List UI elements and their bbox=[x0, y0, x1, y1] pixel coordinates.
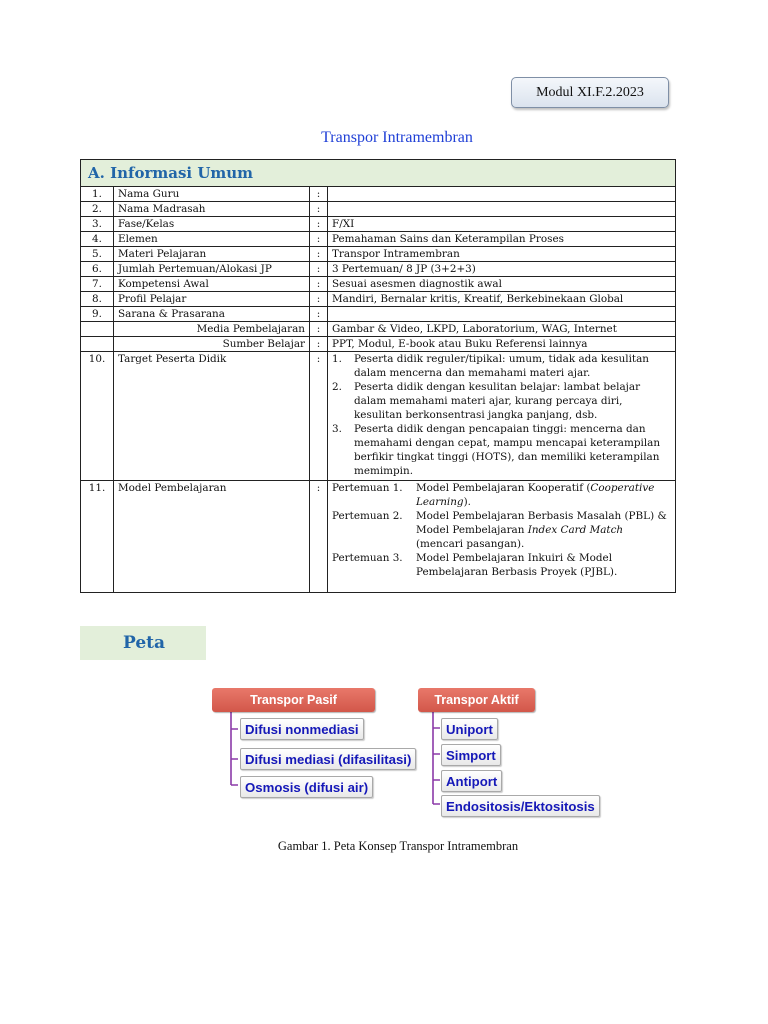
row-colon: : bbox=[310, 217, 328, 232]
row-label: Sarana & Prasarana bbox=[114, 307, 310, 322]
table-row bbox=[81, 307, 676, 322]
row-value: Transpor Intramembran bbox=[328, 247, 676, 262]
list-item: 1. Peserta didik reguler/tipikal: umum, tidak ada kesulitan dalam mencerna dan memahami materi ajar. bbox=[332, 353, 649, 379]
pasif-item: Difusi mediasi (difasilitasi) bbox=[240, 748, 416, 770]
row-label: Media Pembelajaran bbox=[114, 322, 310, 337]
row-label: Nama Madrasah bbox=[114, 202, 310, 217]
row-value bbox=[328, 202, 676, 217]
row-number: 8. bbox=[81, 292, 114, 307]
row-number bbox=[81, 322, 114, 337]
row-colon: : bbox=[310, 337, 328, 352]
row-number: 6. bbox=[81, 262, 114, 277]
row-colon: : bbox=[310, 232, 328, 247]
row-colon: : bbox=[310, 292, 328, 307]
aktif-item: Uniport bbox=[441, 718, 498, 740]
row-value bbox=[328, 307, 676, 322]
table-row bbox=[81, 217, 676, 232]
aktif-connector bbox=[433, 712, 440, 804]
row-colon: : bbox=[310, 307, 328, 322]
row-label: Profil Pelajar bbox=[114, 292, 310, 307]
row-label: Kompetensi Awal bbox=[114, 277, 310, 292]
table-row bbox=[81, 232, 676, 247]
table-row bbox=[81, 262, 676, 277]
row-value bbox=[328, 187, 676, 202]
row-label: Nama Guru bbox=[114, 187, 310, 202]
row-number: 9. bbox=[81, 307, 114, 322]
transpor-aktif-heading: Transpor Aktif bbox=[418, 688, 535, 712]
row-value: Sesuai asesmen diagnostik awal bbox=[328, 277, 676, 292]
row-colon: : bbox=[310, 277, 328, 292]
row-number: 3. bbox=[81, 217, 114, 232]
table-row bbox=[81, 187, 676, 202]
list-item: 2. Peserta didik dengan kesulitan belajar: lambat belajar dalam memahami materi ajar, kurang percaya diri, kesulitan berkonsentrasi jangka panjang, dsb. bbox=[332, 381, 641, 421]
table-row bbox=[81, 247, 676, 262]
row-value: Pemahaman Sains dan Keterampilan Proses bbox=[328, 232, 676, 247]
row-label: Materi Pelajaran bbox=[114, 247, 310, 262]
pasif-item: Difusi nonmediasi bbox=[240, 718, 364, 740]
row-value bbox=[328, 352, 676, 481]
concept-map-diagram bbox=[200, 684, 620, 824]
row-value: PPT, Modul, E-book atau Buku Referensi lainnya bbox=[328, 337, 676, 352]
peta-heading: Peta bbox=[80, 626, 206, 660]
row-value bbox=[328, 481, 676, 593]
row-number: 7. bbox=[81, 277, 114, 292]
meeting-3: Pertemuan 3. Model Pembelajaran Inkuiri & Model Pembelajaran Berbasis Proyek (PJBL). bbox=[332, 552, 618, 578]
row-colon: : bbox=[310, 481, 328, 593]
row-colon: : bbox=[310, 352, 328, 481]
transpor-pasif-heading: Transpor Pasif bbox=[212, 688, 375, 712]
row-number: 11. bbox=[81, 481, 114, 593]
row-value: Mandiri, Bernalar kritis, Kreatif, Berkebinekaan Global bbox=[328, 292, 676, 307]
table-row bbox=[81, 352, 676, 481]
table-row bbox=[81, 322, 676, 337]
pasif-item: Osmosis (difusi air) bbox=[240, 776, 373, 798]
aktif-item: Endositosis/Ektositosis bbox=[441, 795, 600, 817]
row-colon: : bbox=[310, 187, 328, 202]
row-value: Gambar & Video, LKPD, Laboratorium, WAG, Internet bbox=[328, 322, 676, 337]
row-number: 10. bbox=[81, 352, 114, 481]
module-code-badge: Modul XI.F.2.2023 bbox=[511, 77, 669, 108]
table-row bbox=[81, 481, 676, 593]
row-number: 2. bbox=[81, 202, 114, 217]
meeting-1: Pertemuan 1. Model Pembelajaran Kooperatif (Cooperative Learning). bbox=[332, 482, 655, 508]
table-row bbox=[81, 292, 676, 307]
section-header-row bbox=[81, 160, 676, 187]
section-a-heading: A. Informasi Umum bbox=[81, 160, 676, 187]
row-number bbox=[81, 337, 114, 352]
row-label: Jumlah Pertemuan/Alokasi JP bbox=[114, 262, 310, 277]
row-colon: : bbox=[310, 247, 328, 262]
general-info-table bbox=[80, 159, 676, 593]
figure-caption: Gambar 1. Peta Konsep Transpor Intramembran bbox=[277, 839, 519, 853]
meeting-2: Pertemuan 2. Model Pembelajaran Berbasis Masalah (PBL) & Model Pembelajaran Index Card Match (mencari pasangan). bbox=[332, 510, 667, 550]
row-number: 1. bbox=[81, 187, 114, 202]
row-label: Model Pembelajaran bbox=[114, 481, 310, 593]
row-label: Sumber Belajar bbox=[114, 337, 310, 352]
table-row bbox=[81, 277, 676, 292]
row-colon: : bbox=[310, 202, 328, 217]
table-row bbox=[81, 202, 676, 217]
table-row bbox=[81, 337, 676, 352]
document-title: Transpor Intramembran bbox=[321, 129, 473, 146]
aktif-item: Antiport bbox=[441, 770, 502, 792]
list-item: 3. Peserta didik dengan pencapaian tinggi: mencerna dan memahami dengan cepat, mampu mencapai keterampilan berfikir tingkat tinggi (HOTS), dan memiliki keterampilan memimpin. bbox=[332, 423, 661, 477]
row-colon: : bbox=[310, 262, 328, 277]
row-label: Fase/Kelas bbox=[114, 217, 310, 232]
aktif-item: Simport bbox=[441, 744, 501, 766]
row-value: 3 Pertemuan/ 8 JP (3+2+3) bbox=[328, 262, 676, 277]
row-value: F/XI bbox=[328, 217, 676, 232]
target-list bbox=[332, 352, 671, 478]
row-number: 4. bbox=[81, 232, 114, 247]
row-number: 5. bbox=[81, 247, 114, 262]
row-colon: : bbox=[310, 322, 328, 337]
row-label: Target Peserta Didik bbox=[114, 352, 310, 481]
row-label: Elemen bbox=[114, 232, 310, 247]
pasif-connector bbox=[231, 712, 238, 785]
